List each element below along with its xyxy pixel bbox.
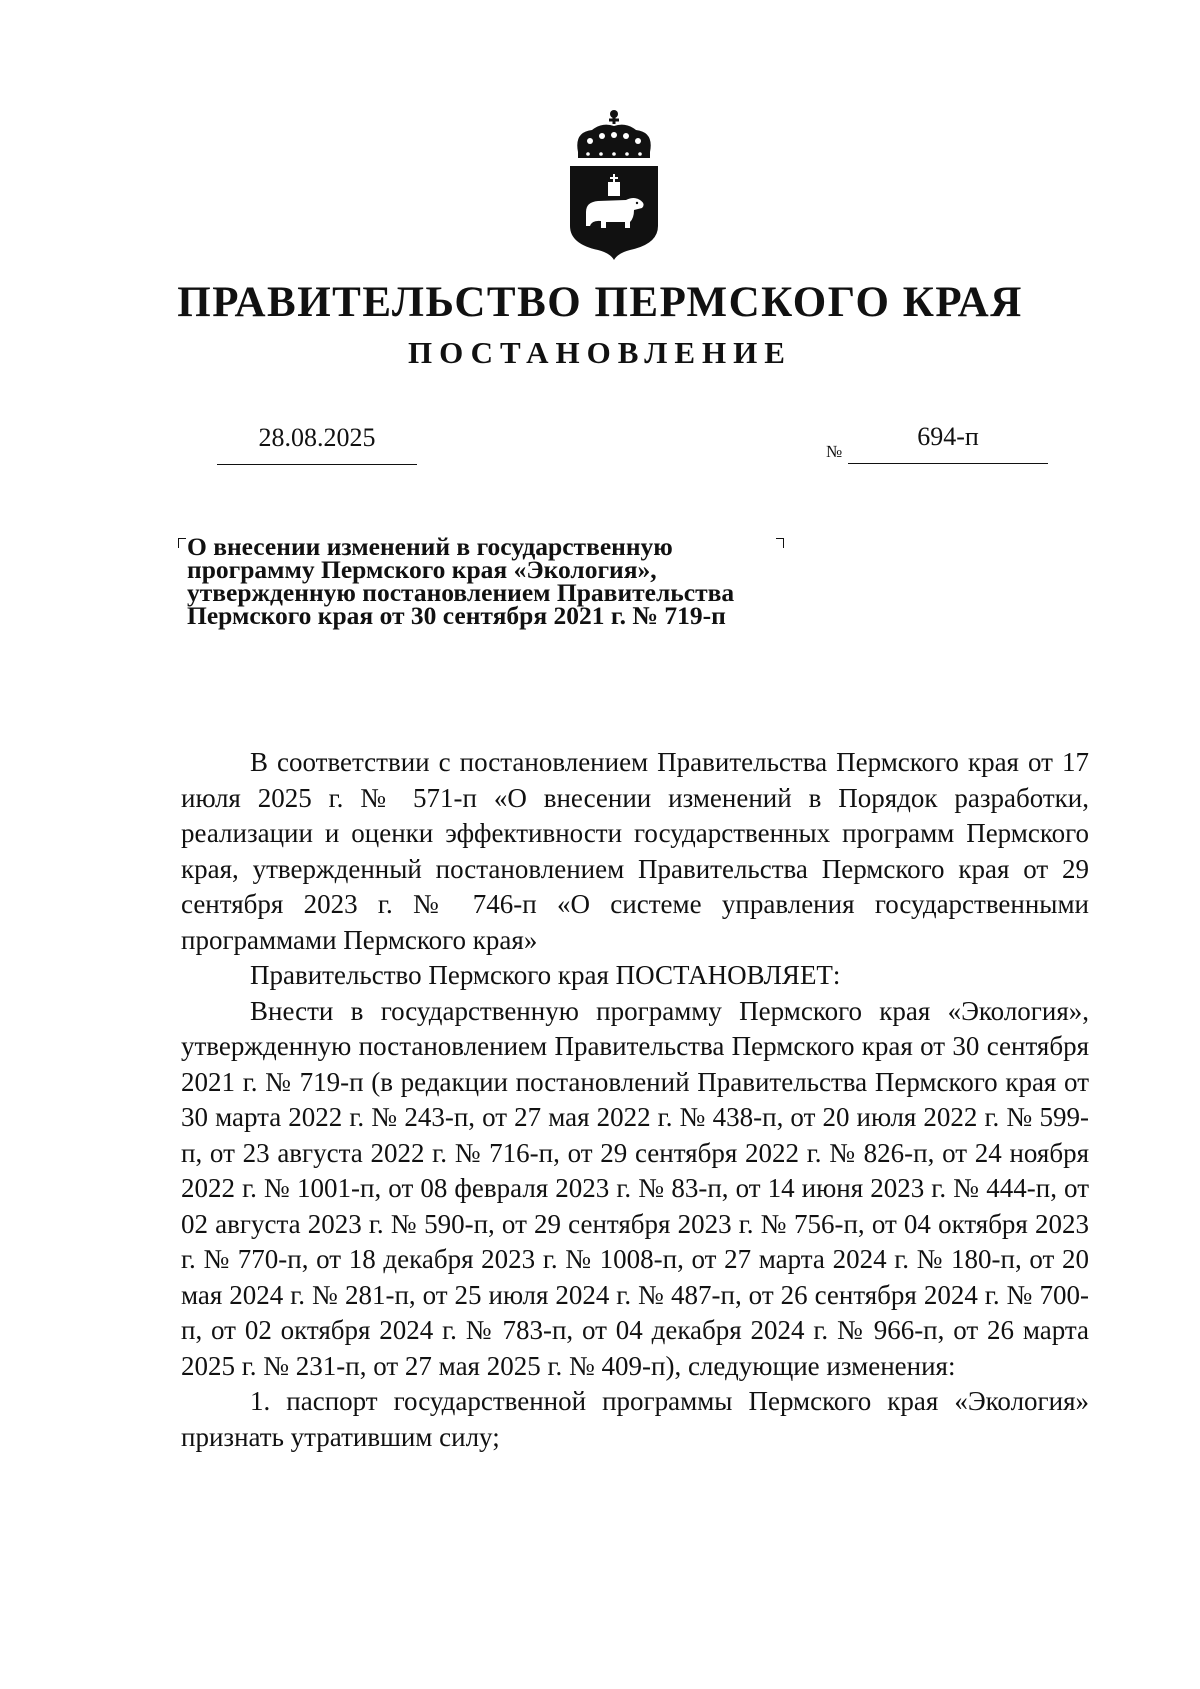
decree-date: 28.08.2025 [217,423,417,465]
amendment-paragraph: Внести в государственную программу Пермского края «Экология», утвержденную постановлением Правительства Пермского края от 30 сентября 2021 г. № 719-п (в редакции постановлений Правительства Пермского края от 30 марта 2022 г. № 243-п, от 27 мая 2022 г. № 438-п, от 20 июля 2022 г. № 599-п, от 23 августа 2022 г. № 716-п, от 29 сентября 2022 г. № 826-п, от 24 ноября 2022 г. № 1001-п, от 08 февраля 2023 г. № 83-п, от 14 июня 2023 г. № 444-п, от 02 августа 2023 г. № 590-п, от 29 сентября 2023 г. № 756-п, от 04 октября 2023 г. № 770-п, от 18 декабря 2023 г. № 1008-п, от 27 марта 2024 г. № 180-п, от 20 мая 2024 г. № 281-п, от 25 июля 2024 г. № 487-п, от 26 сентября 2024 г. № 700-п, от 02 октября 2024 г. № 783-п, от 04 декабря 2024 г. № 966-п, от 26 марта 2025 г. № 231-п, от 27 мая 2025 г. № 409-п), следующие изменения: [181,995,1089,1381]
document-type: ПОСТАНОВЛЕНИЕ [408,335,792,370]
resolution-paragraph: Правительство Пермского края ПОСТАНОВЛЯЕТ: [250,960,841,990]
subject-corner-left [178,538,186,548]
subject-line: утвержденную постановлением Правительства [187,578,735,607]
number-sign: № [826,442,843,461]
subject-line: Пермского края от 30 сентября 2021 г. № 719-п [187,601,726,630]
decree-subject [187,532,807,630]
subject-line: программу Пермского края «Экология», [187,555,657,584]
subject-line: О внесении изменений в государственную [187,532,673,561]
item-1-paragraph: 1. паспорт государственной программы Пермского края «Экология» признать утратившим силу; [181,1386,1089,1452]
decree-body [181,745,1089,1455]
government-title: ПРАВИТЕЛЬСТВО ПЕРМСКОГО КРАЯ [177,279,1023,326]
preamble-paragraph: В соответствии с постановлением Правительства Пермского края от 17 июля 2025 г. № 571-п «О внесении изменений в Порядок разработки, реализации и оценки эффективности государственных программ Пермского края, утвержденный постановлением Правительства Пермского края от 29 сентября 2023 г. № 746-п «О системе управления государственными программами Пермского края» [181,747,1089,955]
decree-number: 694-п [848,422,1048,464]
perm-krai-coat-of-arms-icon [568,108,660,260]
